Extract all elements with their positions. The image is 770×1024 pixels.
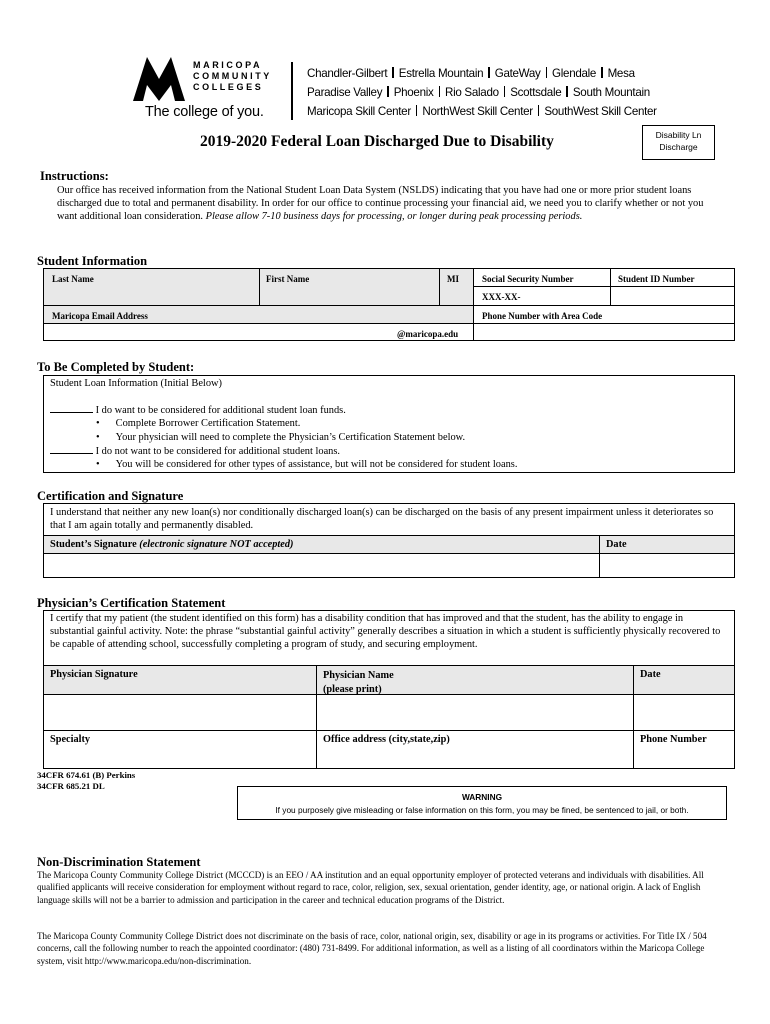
bullet-text-1: Complete Borrower Certification Statement. [115,418,301,429]
phone-number-label: Phone Number [640,734,707,745]
certification-heading: Certification and Signature [37,489,184,503]
physician-name-field[interactable] [317,695,633,730]
bullet-text-2: Your physician will need to complete the Physician’s Certification Statement below. [115,432,466,443]
bullet-item-3: • You will be considered for other types of assistance, but will not be considered for student loans. [96,459,518,470]
phone-label: Phone Number with Area Code [482,311,603,321]
college-south-mountain: South Mountain [572,86,650,99]
college-line-3 [307,105,657,118]
option-want-loan-text: I do want to be considered for additional student loan funds. [95,405,346,416]
student-signature-field[interactable] [44,554,599,577]
college-phoenix: Phoenix [393,86,434,99]
student-date-field[interactable] [600,554,734,577]
email-suffix[interactable]: @maricopa.edu [397,329,459,339]
initial-line-1[interactable] [50,403,93,413]
physician-heading: Physician’s Certification Statement [37,596,226,610]
warning-box [237,786,727,820]
college-paradise-valley: Paradise Valley [307,86,383,99]
option-not-want-loan[interactable] [50,444,340,458]
instructions-heading: Instructions: [40,169,109,183]
student-loan-box [43,375,735,473]
student-signature-text: Student’s Signature [50,539,140,550]
college-line-2 [307,86,650,99]
initial-line-2[interactable] [50,444,93,454]
college-northwest-skill-center: NorthWest Skill Center [422,105,533,118]
college-line-1 [307,67,635,80]
bullet-item-2: • Your physician will need to complete the Physician’s Certification Statement below. [96,432,466,443]
form-code-line-2: Discharge [659,142,698,152]
instructions-body: Our office has received information from the National Student Loan Data System (NSLDS) indicating that you have had one or more prior student loans discharged due to total and permanent disability. In order for our office to continue processing your financial aid, we need you to clarify whether or not you want additional loan consideration. [57,185,704,223]
student-signature-note: (electronic signature NOT accepted) [139,539,294,550]
cfr-dl: 34CFR 685.21 DL [37,781,105,791]
physician-signature-field[interactable] [44,695,316,730]
mi-label: MI [447,274,459,284]
college-southwest-skill-center: SouthWest Skill Center [544,105,657,118]
certification-text: I understand that neither any new loan(s) nor conditionally discharged loan(s) can be discharged on the basis of any present impairment unless it deteriorates so that I am again totally and permanently disabled. [50,507,714,532]
non-discrimination-heading: Non-Discrimination Statement [37,855,201,869]
non-discrimination-para-2: The Maricopa County Community College District does not discriminate on the basis of race, color, national origin, sex, disability or age in its programs or activities. For Title IX / 504 concerns, call the following number to reach the appointed coordinator: (480) 731-8499. For additional information, as well as a listing of all coordinators within the Maricopa College system, visit http://www.maricopa.edu/non-discrimination. [37,931,707,966]
cfr-perkins: 34CFR 674.61 (B) Perkins [37,770,136,780]
logo-word-1: MARICOPA [193,60,263,70]
student-signature-label [44,536,293,550]
option-want-loan[interactable] [50,403,346,417]
college-rio-salado: Rio Salado [445,86,499,99]
student-id-label: Student ID Number [618,274,695,284]
college-skill-center: Maricopa Skill Center [307,105,411,118]
logo-word-3: COLLEGES [193,82,264,92]
physician-text: I certify that my patient (the student identified on this form) has a disability condition that has improved and that the student, has the ability to engage in substantial gainful activity. Note: the phrase “substantial gainful activity” generally describes a situation in which a student is sufficiently physically recovered to be capable of attending school, successfully completing a program of study, and securing employment. [50,613,721,651]
certification-box [43,503,735,578]
college-estrella-mountain: Estrella Mountain [398,67,484,80]
college-glendale: Glendale [552,67,597,80]
email-label: Maricopa Email Address [52,311,148,321]
option-not-want-loan-text: I do not want to be considered for additional student loans. [95,446,341,457]
instructions-italic: Please allow 7-10 business days for processing, or longer during peak processing periods. [205,211,583,223]
cfr-references [37,770,135,792]
physician-box [43,610,735,769]
physician-name-sub: (please print) [323,684,382,695]
college-gateway: GateWay [494,67,541,80]
tagline: The college of you. [145,104,264,120]
first-name-label: First Name [266,274,310,284]
college-mesa: Mesa [607,67,635,80]
student-info-table [43,268,735,341]
form-code-box [642,125,715,160]
student-section-heading: To Be Completed by Student: [37,360,195,374]
physician-name-text: Physician Name [323,670,394,681]
physician-date-label: Date [640,669,661,680]
ssn-prefix[interactable]: XXX-XX- [482,292,521,302]
ssn-label: Social Security Number [482,274,574,284]
office-address-label: Office address (city,state,zip) [323,734,450,745]
instructions-text [57,184,717,224]
bullet-item-1: • Complete Borrower Certification Statement. [96,418,301,429]
physician-date-field[interactable] [634,695,734,730]
logo-word-2: COMMUNITY [193,71,272,81]
physician-signature-label: Physician Signature [50,669,138,680]
college-scottsdale: Scottsdale [510,86,562,99]
student-loan-subheading: Student Loan Information (Initial Below) [50,378,222,389]
physician-name-label [317,666,394,697]
student-date-label: Date [606,539,627,550]
college-chandler-gilbert: Chandler-Gilbert [307,67,388,80]
form-code-line-1: Disability Ln [655,130,702,140]
specialty-label: Specialty [50,734,91,745]
non-discrimination-para-1: The Maricopa County Community College District (MCCCD) is an EEO / AA institution and an equal opportunity employer of protected veterans and individuals with disabilities. All qualified applicants will receive consideration for employment without regard to race, color, religion, sex, sexual orientation, gender identity, age, or national origin. A lack of English language skills will not be a barrier to admission and participation in the career and technical education programs of the District. [37,870,704,905]
bullet-text-3: You will be considered for other types of assistance, but will not be considered for student loans. [115,459,518,470]
maricopa-logo-mark-icon [133,57,185,101]
warning-title: WARNING [461,792,503,802]
form-title: 2019-2020 Federal Loan Discharged Due to Disability [200,133,554,150]
last-name-label: Last Name [52,274,94,284]
header-divider [291,62,293,120]
warning-text: If you purposely give misleading or false information on this form, you may be fined, be sentenced to jail, or both. [275,805,689,815]
student-info-heading: Student Information [37,254,148,268]
